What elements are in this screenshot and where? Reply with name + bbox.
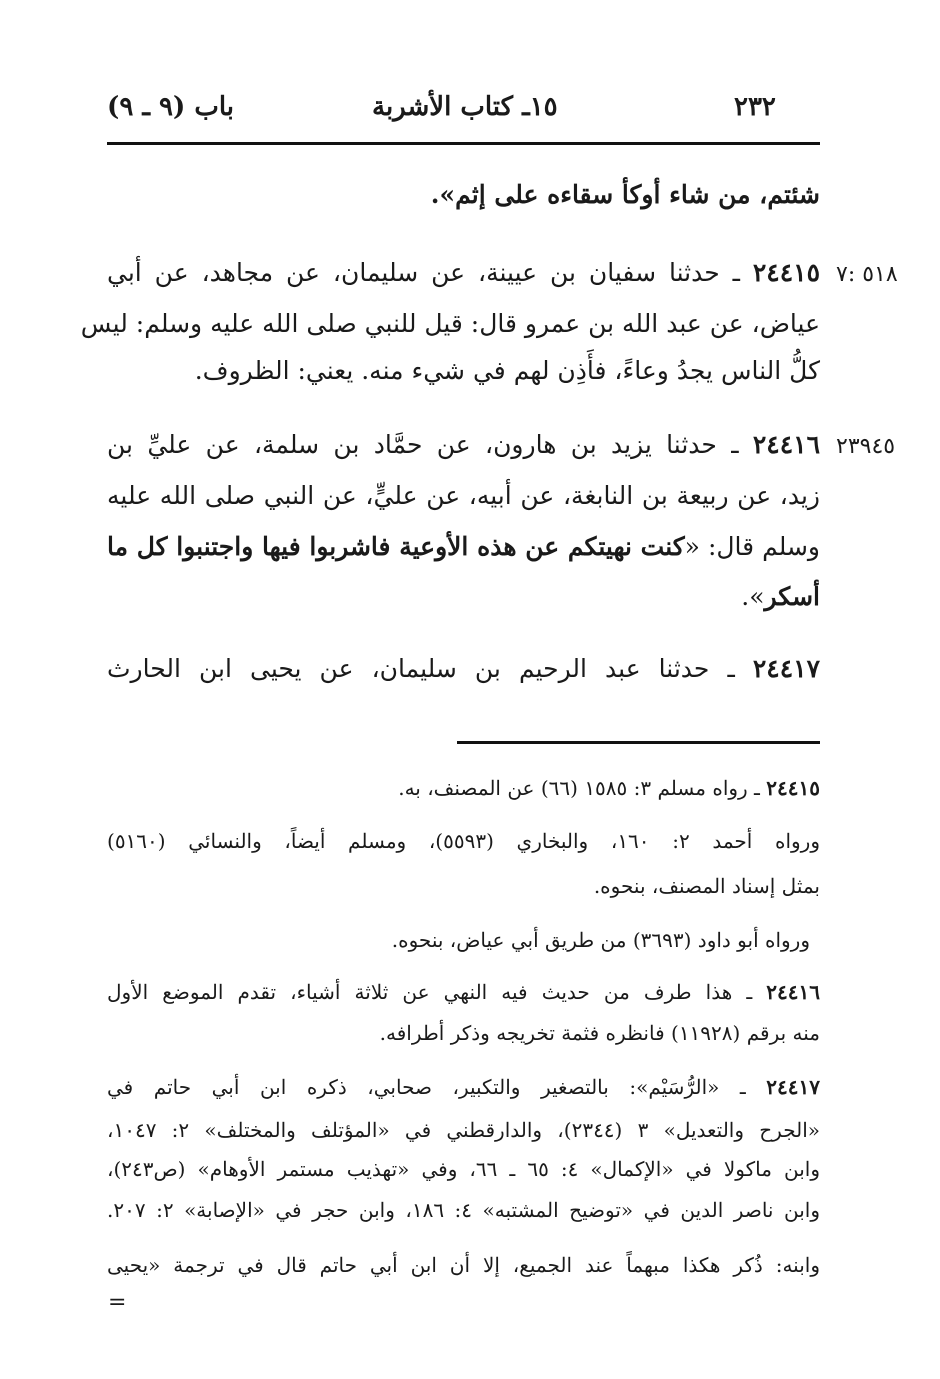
footnote-rule [457,741,820,744]
hadith-line [107,532,820,561]
hadith-text: كلُّ الناس يجدُ وعاءً، فأَذِن لهم في شيء منه. يعني: الظروف. [194,356,820,385]
footnote-line [107,1198,820,1222]
hadith-text: ـ حدثنا عبد الرحيم بن سليمان، عن يحيى ابن الحارث [107,654,735,683]
footnote-line [107,1021,820,1045]
footnote-line [107,1118,820,1142]
footnote-text: «الجرح والتعديل» ٣ (٢٣٤٤)، والدارقطني في «المؤتلف والمختلف» ٢: ١٠٤٧، [107,1118,820,1142]
continuation-text: شئتم، من شاء أوكأ سقاءه على إثم». [430,180,820,209]
footnote-text: ـ رواه مسلم ٣: ١٥٨٥ (٦٦) عن المصنف، به. [398,776,760,800]
footnote-text: وابن ماكولا في «الإكمال» ٤: ٦٥ ـ ٦٦، وفي «تهذيب مستمر الأوهام» (ص٢٤٣)، [107,1157,821,1181]
footnote-text: ـ «الرُّسَيْم»: بالتصغير والتكبير، صحابي، ذكره ابن أبي حاتم في [107,1075,746,1099]
footnote-line [107,776,820,800]
footnote-line [107,829,820,853]
footnote-line [107,1157,820,1181]
hadith-text: ـ حدثنا سفيان بن عيينة، عن سليمان، عن مجاهد، عن أبي [107,258,740,287]
header-rule [107,142,820,145]
prophetic-saying: كنت نهيتكم عن هذه الأوعية فاشربوا فيها واجتنبوا كل ما [107,532,685,561]
footnote-text: ـ هذا طرف من حديث فيه النهي عن ثلاثة أشياء، تقدم الموضع الأول [107,980,753,1004]
page-number: ٢٣٢ [734,92,776,122]
hadith-line [107,481,820,510]
margin-reference: ٢٣٩٤٥ [836,434,896,459]
footnote-number: ٢٤٤١٧ [766,1075,820,1099]
footnote-text: منه برقم (١١٩٢٨) فانظره فثمة تخريجه وذكر أطرافه. [379,1021,820,1045]
hadith-line [107,582,820,611]
hadith-text: ـ حدثنا يزيد بن هارون، عن حمَّاد بن سلمة، عن عليِّ بن [107,430,739,459]
chapter-title: ١٥ـ كتاب الأشربة [372,92,558,122]
footnote-line [107,1253,820,1277]
footnote-line [107,1075,820,1099]
margin-reference: ٥١٨ :٧ [836,262,898,287]
hadith-line [107,356,820,385]
section-range: باب (٩ ـ ٩) [107,92,234,122]
footnote-text: وابن ناصر الدين في «توضيح المشتبه» ٤: ١٨٦، وابن حجر في «الإصابة» ٢: ٢٠٧. [107,1198,820,1222]
footnote-line [107,980,820,1004]
hadith-number: ٢٤٤١٧ [752,654,820,683]
footnote-number: ٢٤٤١٥ [766,776,820,800]
hadith-line [107,258,820,287]
footnote-text: وابنه: ذُكر هكذا مبهماً عند الجميع، إلا أن ابن أبي حاتم قال في ترجمة «يحيى [107,1253,820,1277]
continuation-line [107,180,820,209]
hadith-line [107,430,820,459]
hadith-number: ٢٤٤١٦ [752,430,820,459]
hadith-text: زيد، عن ربيعة بن النابغة، عن أبيه، عن عليٍّ، عن النبي صلى الله عليه [107,481,820,510]
footnote-text: بمثل إسناد المصنف، بنحوه. [593,874,820,898]
hadith-text: ». [741,582,765,611]
hadith-text: عياض، عن عبد الله بن عمرو قال: قيل للنبي صلى الله عليه وسلم: ليس [80,309,820,338]
footnote-line [107,874,820,898]
continuation-mark: = [108,1290,127,1315]
footnote-line [107,928,810,952]
hadith-number: ٢٤٤١٥ [752,258,821,287]
hadith-line [107,654,820,683]
footnote-text: ورواه أحمد ٢: ١٦٠، والبخاري (٥٥٩٣)، ومسلم أيضاً، والنسائي (٥١٦٠) [107,829,820,853]
hadith-text: وسلم قال: « [684,532,821,561]
hadith-line [80,309,820,338]
footnote-text: ورواه أبو داود (٣٦٩٣) من طريق أبي عياض، بنحوه. [391,928,810,952]
prophetic-saying: أسكر [764,582,820,611]
footnote-number: ٢٤٤١٦ [766,980,820,1004]
